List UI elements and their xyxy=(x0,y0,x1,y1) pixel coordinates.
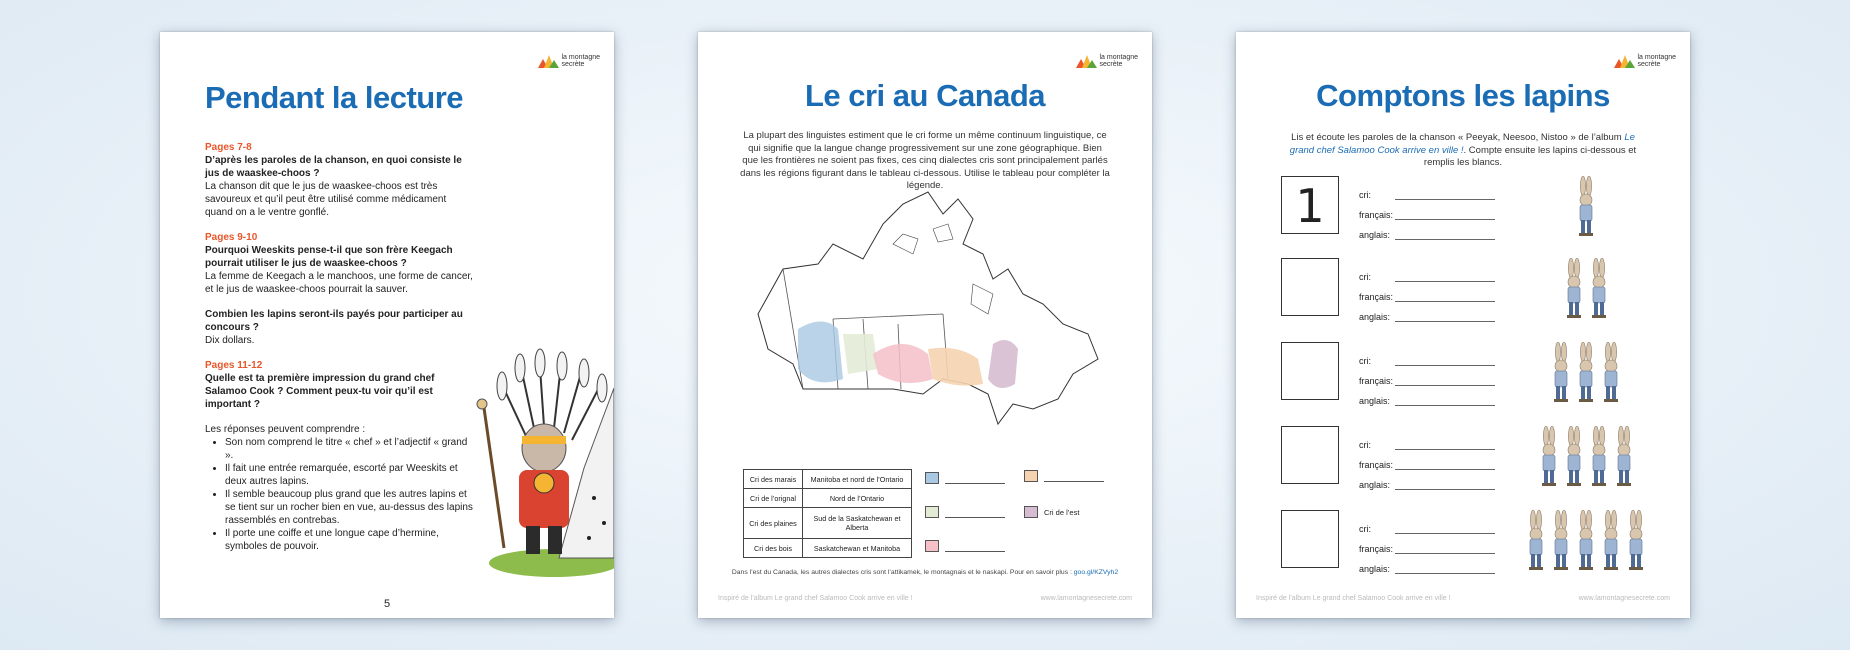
bullet-item: • Il semble beaucoup plus grand que les autres lapins et se tient sur un rocher bien en vue, au-dessus des lapins rassemblés en contrebas. xyxy=(225,488,475,527)
answer-blank[interactable] xyxy=(1395,290,1495,302)
logo-text-2: secrète xyxy=(561,61,585,68)
legend-blank[interactable] xyxy=(945,473,1005,484)
logo xyxy=(1614,54,1676,68)
answer: La chanson dit que le jus de waaskee-choos est très savoureux et qu’il peut être utilisé comme médicament quand on a le ventre gonflé. xyxy=(205,181,447,218)
rabbit-group xyxy=(1550,342,1622,404)
number-box[interactable] xyxy=(1281,258,1339,316)
logo-text-2: secrète xyxy=(1637,61,1661,68)
table-row xyxy=(744,470,912,489)
question: Quelle est ta première impression du grand chef Salamoo Cook ? Comment peux-tu voir qu’il est important ? xyxy=(205,373,435,410)
count-row xyxy=(1281,342,1661,404)
rabbit-group xyxy=(1563,258,1610,320)
answer-blank[interactable] xyxy=(1395,270,1495,282)
table-cell: Cri des bois xyxy=(744,539,803,558)
answer-bullets xyxy=(205,436,475,553)
field-label: cri: xyxy=(1359,440,1371,450)
rabbit-icon xyxy=(1600,510,1622,572)
answers-intro: Les réponses peuvent comprendre : xyxy=(205,424,366,435)
count-row xyxy=(1281,426,1661,488)
field-label: cri: xyxy=(1359,524,1371,534)
legend-item xyxy=(925,506,1005,518)
rabbit-icon xyxy=(1550,510,1572,572)
count-row xyxy=(1281,176,1661,238)
answer-field xyxy=(1359,302,1495,322)
rabbit-icon xyxy=(1525,510,1547,572)
answer-field xyxy=(1359,534,1495,554)
legend-item xyxy=(925,472,1005,484)
answer-fields xyxy=(1359,262,1495,322)
section-head: Pages 11-12 xyxy=(205,360,263,371)
album-title: Le grand chef Salamoo Cook arrive en ville ! xyxy=(1289,132,1635,156)
footer-right: www.lamontagnesecrete.com xyxy=(1040,595,1132,602)
table-cell: Cri de l’orignal xyxy=(744,489,803,508)
answer-field xyxy=(1359,262,1495,282)
answer: La femme de Keegach a le manchoos, une forme de cancer, et le jus de waaskee-choos pourrait la sauver. xyxy=(205,271,473,295)
bullet-item: • Son nom comprend le titre « chef » et l’adjectif « grand ». xyxy=(225,436,475,462)
answer-fields xyxy=(1359,346,1495,406)
section-3 xyxy=(205,308,475,347)
rabbit-icon xyxy=(1613,426,1635,488)
answer-field xyxy=(1359,470,1495,490)
number-box[interactable] xyxy=(1281,342,1339,400)
intro-post: . Compte ensuite les lapins ci-dessous et remplis les blancs. xyxy=(1423,144,1637,168)
dialect-table xyxy=(743,469,912,558)
rabbit-icon xyxy=(1588,258,1610,320)
intro-pre: Lis et écoute les paroles de la chanson « Peeyak, Neesoo, Nistoo » de l’album xyxy=(1291,132,1622,143)
footer-left: Inspiré de l’album Le grand chef Salamoo Cook arrive en ville ! xyxy=(1256,595,1451,602)
intro-paragraph: La plupart des linguistes estiment que le cri forme un même continuum linguistique, ce qui signifie que la langue change progressivement sur une zone géographique. Bien que les frontières ne soient pas fixes, ces cinq dialectes cris sont principalement parlés dans les régions figurant dans le tableau ci-dessous. Utilise le tableau pour compléter la légende. xyxy=(740,130,1110,191)
legend-item xyxy=(1024,470,1104,482)
answer-blank[interactable] xyxy=(1395,310,1495,322)
table-cell: Cri des marais xyxy=(744,470,803,489)
rabbit-icon xyxy=(1575,176,1597,238)
table-row xyxy=(744,508,912,539)
field-label: français: xyxy=(1359,460,1394,470)
page-le-cri-au-canada xyxy=(698,32,1152,618)
field-label: cri: xyxy=(1359,272,1371,282)
legend-label: Cri de l’est xyxy=(1044,507,1080,517)
footer-left: Inspiré de l’album Le grand chef Salamoo Cook arrive en ville ! xyxy=(718,595,913,602)
answer-field xyxy=(1359,346,1495,366)
page-title: Comptons les lapins xyxy=(1316,78,1610,113)
rabbit-icon xyxy=(1538,426,1560,488)
legend-blank[interactable] xyxy=(945,507,1005,518)
question: Pourquoi Weeskits pense-t-il que son frère Keegach pourrait utiliser le jus de waaskee-choos ? xyxy=(205,245,453,269)
bullet-item: • Il fait une entrée remarquée, escorté par Weeskits et deux autres lapins. xyxy=(225,462,475,488)
rabbit-group xyxy=(1575,176,1597,238)
rabbit-icon xyxy=(1575,510,1597,572)
legend-blank[interactable] xyxy=(1044,471,1104,482)
table-cell: Manitoba et nord de l’Ontario xyxy=(803,470,912,489)
field-label: français: xyxy=(1359,292,1394,302)
answer-blank[interactable] xyxy=(1395,354,1495,366)
field-label: cri: xyxy=(1359,356,1371,366)
answer-field xyxy=(1359,282,1495,302)
count-row xyxy=(1281,258,1661,320)
table-cell: Cri des plaines xyxy=(744,508,803,539)
page-title: Le cri au Canada xyxy=(804,78,1046,113)
rabbit-icon xyxy=(1563,258,1585,320)
answer-blank[interactable] xyxy=(1395,228,1495,240)
field-label: cri: xyxy=(1359,190,1371,200)
table-row xyxy=(744,489,912,508)
rabbit-icon xyxy=(1550,342,1572,404)
mountain-logo-icon xyxy=(1076,54,1096,68)
answer-blank[interactable] xyxy=(1395,438,1495,450)
section-1 xyxy=(205,141,475,219)
page-comptons-les-lapins xyxy=(1236,32,1690,618)
canada-map xyxy=(743,184,1108,456)
rabbit-group xyxy=(1538,426,1635,488)
answer-field xyxy=(1359,430,1495,450)
number-box[interactable] xyxy=(1281,510,1339,568)
rabbit-icon xyxy=(1588,426,1610,488)
legend-item xyxy=(925,540,1005,552)
answer-blank[interactable] xyxy=(1395,562,1495,574)
field-label: anglais: xyxy=(1359,230,1391,240)
note xyxy=(718,569,1132,576)
answer-blank[interactable] xyxy=(1395,208,1495,220)
answer-field xyxy=(1359,200,1495,220)
answer-field xyxy=(1359,386,1495,406)
logo-text-1: la montagne xyxy=(1637,54,1676,61)
legend-blank[interactable] xyxy=(945,541,1005,552)
rabbit-icon xyxy=(1600,342,1622,404)
answer-field xyxy=(1359,514,1495,534)
answer-fields xyxy=(1359,430,1495,490)
answer: Dix dollars. xyxy=(205,335,255,346)
number-box[interactable] xyxy=(1281,426,1339,484)
table-cell: Saskatchewan et Manitoba xyxy=(803,539,912,558)
number-box[interactable]: 1 xyxy=(1281,176,1339,234)
answer-field xyxy=(1359,180,1495,200)
question: D’après les paroles de la chanson, en quoi consiste le jus de waaskee-choos ? xyxy=(205,155,462,179)
table-cell: Sud de la Saskatchewan et Alberta xyxy=(803,508,912,539)
rabbit-icon xyxy=(1575,342,1597,404)
field-label: français: xyxy=(1359,544,1394,554)
chief-rabbit-illustration xyxy=(464,348,614,578)
page-pendant-la-lecture xyxy=(160,32,614,618)
section-4 xyxy=(205,359,475,411)
logo xyxy=(538,54,600,68)
field-label: anglais: xyxy=(1359,312,1391,322)
legend-item xyxy=(1024,506,1079,518)
note-link[interactable]: goo.gl/KZVyh2 xyxy=(1073,569,1119,576)
footer-right: www.lamontagnesecrete.com xyxy=(1578,595,1670,602)
mountain-logo-icon xyxy=(1614,54,1634,68)
answer-field xyxy=(1359,450,1495,470)
field-label: français: xyxy=(1359,376,1394,386)
intro-paragraph xyxy=(1284,132,1642,170)
count-row xyxy=(1281,510,1661,572)
answer-field xyxy=(1359,554,1495,574)
note-text: Dans l’est du Canada, les autres dialectes cris sont l’attikamek, le montagnais et le naskapi. Pour en savoir plus : xyxy=(731,569,1072,576)
answer-blank[interactable] xyxy=(1395,542,1495,554)
field-label: anglais: xyxy=(1359,480,1391,490)
qa-body xyxy=(205,141,475,553)
table-cell: Nord de l’Ontario xyxy=(803,489,912,508)
section-2 xyxy=(205,231,475,296)
logo-text-1: la montagne xyxy=(561,54,600,61)
answer-blank[interactable] xyxy=(1395,458,1495,470)
bullet-item: • Il porte une coiffe et une longue cape d’hermine, symboles de pouvoir. xyxy=(225,527,475,553)
field-label: anglais: xyxy=(1359,396,1391,406)
answer-field xyxy=(1359,220,1495,240)
logo xyxy=(1076,54,1138,68)
answer-blank[interactable] xyxy=(1395,374,1495,386)
answer-blank[interactable] xyxy=(1395,522,1495,534)
field-label: anglais: xyxy=(1359,564,1391,574)
page-title: Pendant la lecture xyxy=(205,80,464,115)
logo-text-2: secrète xyxy=(1099,61,1123,68)
rabbit-icon xyxy=(1625,510,1647,572)
mountain-logo-icon xyxy=(538,54,558,68)
page-number: 5 xyxy=(383,598,391,610)
logo-text-1: la montagne xyxy=(1099,54,1138,61)
answer-blank[interactable] xyxy=(1395,478,1495,490)
answer-blank[interactable] xyxy=(1395,394,1495,406)
rabbit-icon xyxy=(1563,426,1585,488)
rabbit-group xyxy=(1525,510,1647,572)
answer-fields xyxy=(1359,180,1495,240)
section-head: Pages 7-8 xyxy=(205,142,252,153)
field-label: français: xyxy=(1359,210,1394,220)
answer-blank[interactable] xyxy=(1395,188,1495,200)
table-row xyxy=(744,539,912,558)
section-head: Pages 9-10 xyxy=(205,232,258,243)
question: Combien les lapins seront-ils payés pour participer au concours ? xyxy=(205,309,463,333)
answer-fields xyxy=(1359,514,1495,574)
answer-field xyxy=(1359,366,1495,386)
